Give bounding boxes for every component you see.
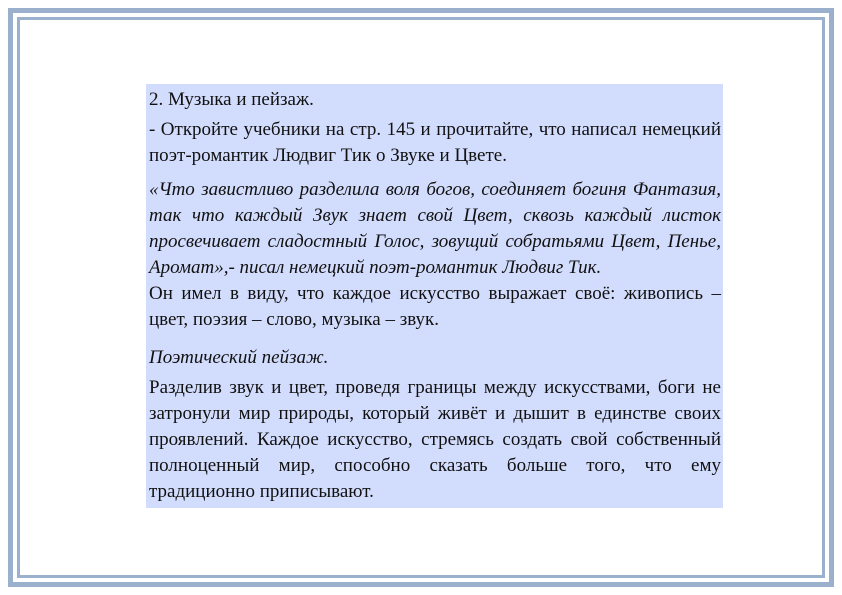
instruction-text: - Откройте учебники на стр. 145 и прочитайте, что написал немецкий поэт-романтик Людвиг Тик о Звуке и Цвете.: [149, 119, 721, 166]
tieck-quote: «Что завистливо разделила воля богов, соединяет богиня Фантазия, так что каждый Звук знает свой Цвет, сквозь каждый листок просвечивает сладостный Голос, зовущий собратьями Цвет, Пенье, Аромат»,- писал немецкий поэт-романтик Людвиг Тик.: [149, 179, 721, 278]
text-box: [146, 84, 723, 508]
poetic-landscape-subheading: Поэтический пейзаж.: [149, 347, 329, 368]
section-heading: 2. Музыка и пейзаж.: [149, 89, 314, 110]
landscape-paragraph: Разделив звук и цвет, проведя границы между искусствами, боги не затронули мир природы, который живёт и дышит в единстве своих проявлений. Каждое искусство, стремясь создать свой собственный полноценный мир, способно сказать больше того, что ему традиционно приписывают.: [149, 377, 721, 502]
explanation-text: Он имел в виду, что каждое искусство выражает своё: живопись – цвет, поэзия – слово, музыка – звук.: [149, 283, 721, 330]
